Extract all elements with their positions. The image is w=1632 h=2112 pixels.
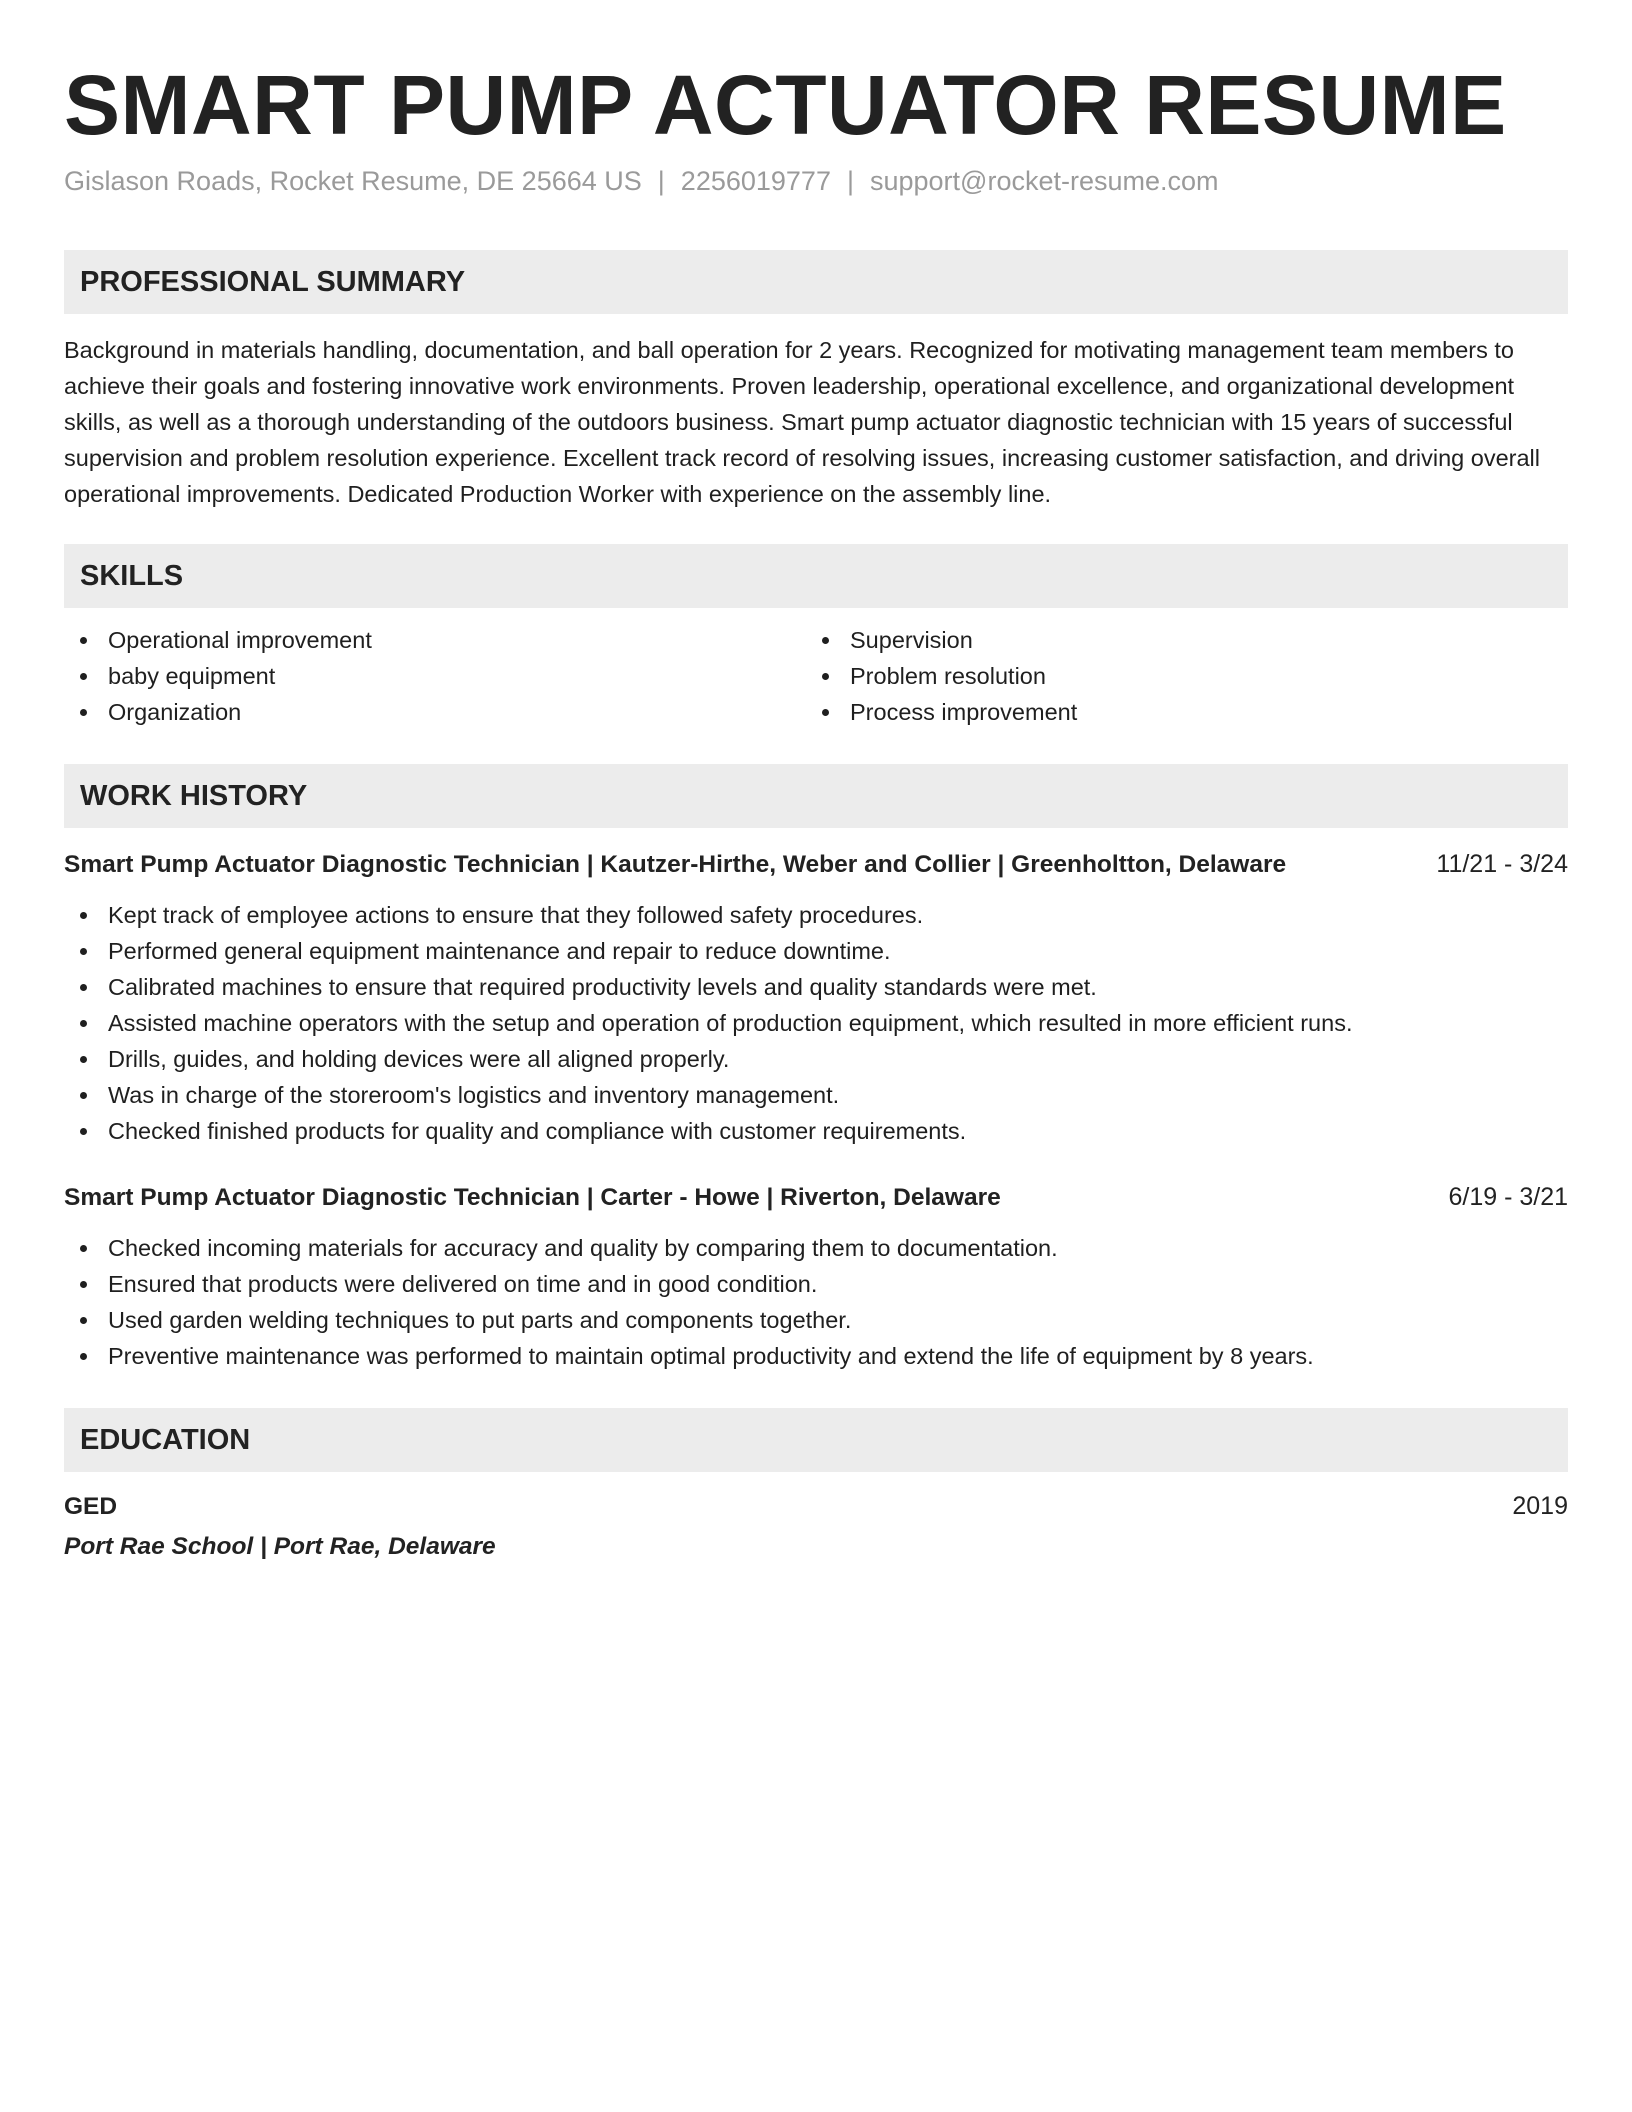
summary-heading: PROFESSIONAL SUMMARY bbox=[64, 250, 1568, 314]
skill-item: baby equipment bbox=[64, 658, 806, 694]
education-entry bbox=[64, 1488, 1568, 1525]
resume-title: SMART PUMP ACTUATOR RESUME bbox=[64, 58, 1507, 152]
duty-item: Checked finished products for quality and compliance with customer requirements. bbox=[64, 1113, 1568, 1149]
degree: GED bbox=[64, 1493, 118, 1520]
education-heading: EDUCATION bbox=[64, 1408, 1568, 1472]
skill-item: Problem resolution bbox=[806, 658, 1548, 694]
contact-phone: 2256019777 bbox=[680, 166, 831, 196]
duty-item: Used garden welding techniques to put parts and components together. bbox=[64, 1302, 1568, 1338]
skill-item: Process improvement bbox=[806, 694, 1548, 730]
skills-list bbox=[64, 622, 1568, 730]
skill-item: Organization bbox=[64, 694, 806, 730]
skills-column-left bbox=[64, 622, 806, 730]
summary-text: Background in materials handling, documentation, and ball operation for 2 years. Recognized for motivating management team members to achieve their goals and fostering innovative work environments. Proven leadership, operational excellence, and organizational development skills, as well as a thorough understanding of the outdoors business. Smart pump actuator diagnostic technician with 15 years of successful supervision and problem resolution experience. Excellent track record of resolving issues, increasing customer satisfaction, and driving overall operational improvements. Dedicated Production Worker with experience on the assembly line. bbox=[64, 337, 1541, 507]
school: Port Rae School | Port Rae, Delaware bbox=[64, 1533, 496, 1560]
education-year: 2019 bbox=[1512, 1492, 1568, 1520]
duty-item: Calibrated machines to ensure that required productivity levels and quality standards were met. bbox=[64, 969, 1568, 1005]
job-title: Smart Pump Actuator Diagnostic Technician | Carter - Howe | Riverton, Delaware bbox=[64, 1184, 1001, 1211]
skill-item: Supervision bbox=[806, 622, 1548, 658]
job-header bbox=[64, 846, 1568, 883]
duty-item: Drills, guides, and holding devices were all aligned properly. bbox=[64, 1041, 1568, 1077]
job-header bbox=[64, 1179, 1568, 1216]
duty-item: Kept track of employee actions to ensure that they followed safety procedures. bbox=[64, 897, 1568, 933]
contact-separator: | bbox=[657, 166, 665, 196]
duty-item: Ensured that products were delivered on time and in good condition. bbox=[64, 1266, 1568, 1302]
job-dates: 11/21 - 3/24 bbox=[1436, 850, 1568, 878]
duty-item: Performed general equipment maintenance and repair to reduce downtime. bbox=[64, 933, 1568, 969]
skills-column-right bbox=[806, 622, 1548, 730]
contact-email: support@rocket-resume.com bbox=[869, 166, 1219, 196]
job-duties bbox=[64, 897, 1568, 1149]
contact-address: Gislason Roads, Rocket Resume, DE 25664 US bbox=[64, 166, 642, 196]
resume-page bbox=[64, 0, 1568, 1565]
duty-item: Was in charge of the storeroom's logistics and inventory management. bbox=[64, 1077, 1568, 1113]
contact-line bbox=[64, 163, 1568, 199]
work-history-heading: WORK HISTORY bbox=[64, 764, 1568, 828]
job-title: Smart Pump Actuator Diagnostic Technician | Kautzer-Hirthe, Weber and Collier | Greenholtton, Delaware bbox=[64, 851, 1287, 878]
skill-item: Operational improvement bbox=[64, 622, 806, 658]
duty-item: Checked incoming materials for accuracy and quality by comparing them to documentation. bbox=[64, 1230, 1568, 1266]
contact-separator: | bbox=[846, 166, 854, 196]
job-duties bbox=[64, 1230, 1568, 1374]
duty-item: Assisted machine operators with the setup and operation of production equipment, which resulted in more efficient runs. bbox=[64, 1005, 1568, 1041]
duty-item: Preventive maintenance was performed to maintain optimal productivity and extend the life of equipment by 8 years. bbox=[64, 1338, 1568, 1374]
job-dates: 6/19 - 3/21 bbox=[1448, 1183, 1568, 1211]
skills-heading: SKILLS bbox=[64, 544, 1568, 608]
